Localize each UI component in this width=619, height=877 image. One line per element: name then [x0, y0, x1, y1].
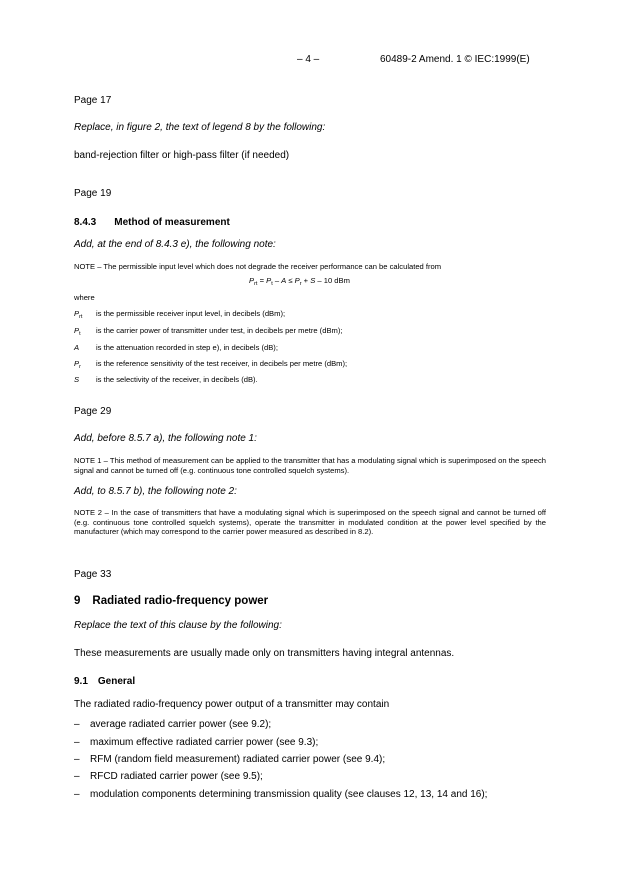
list-dash: –: [74, 771, 80, 782]
symbol-sub: r: [79, 364, 81, 370]
symbol-letter: S: [74, 375, 80, 384]
heading-9-1: [74, 676, 135, 687]
list-dash: –: [74, 737, 80, 748]
page-ref-33: Page 33: [74, 569, 112, 580]
symbol-sub: rt: [79, 314, 83, 320]
list-item: average radiated carrier power (see 9.2);: [90, 719, 272, 730]
heading-number: 9.1: [74, 676, 88, 687]
def-text: is the carrier power of transmitter under test, in decibels per metre (dBm);: [96, 326, 343, 335]
page-ref-29: Page 29: [74, 406, 112, 417]
formula-term: P: [266, 276, 272, 285]
page-ref-19: Page 19: [74, 188, 112, 199]
formula-term: S: [310, 276, 316, 285]
list-dash: –: [74, 719, 80, 730]
def-symbol: [74, 326, 81, 337]
note-2: NOTE 2 – In the case of transmitters that have a modulating signal which is superimposed on the speech signal and cannot be turned off (e.g. continuous tone controlled squelch systems), operate the transmitter in modulated condition at the power level specified by the manufacturer (which may correspond to the carrier power measured as described in 8.2).: [74, 508, 546, 536]
instruction-legend-8: Replace, in figure 2, the text of legend 8 by the following:: [74, 122, 326, 133]
document-reference: 60489-2 Amend. 1 © IEC:1999(E): [380, 54, 530, 65]
symbol-letter: A: [74, 343, 80, 352]
formula-op: +: [301, 276, 311, 285]
heading-title: Radiated radio-frequency power: [92, 595, 269, 607]
symbol-sub: t: [79, 331, 81, 337]
def-symbol: [74, 309, 82, 320]
instruction-clause-9: Replace the text of this clause by the following:: [74, 620, 282, 631]
heading-9: [74, 595, 268, 607]
formula-term: P: [249, 276, 255, 285]
formula-sub: t: [271, 281, 273, 287]
formula-sub: r: [299, 281, 302, 287]
def-text: is the selectivity of the receiver, in decibels (dB).: [96, 375, 258, 384]
heading-8-4-3: [74, 217, 230, 228]
note-permissible-level: NOTE – The permissible input level which does not degrade the receiver performance can be calculated from: [74, 262, 442, 271]
formula-permissible-level: [249, 276, 350, 287]
formula-rest: – 10 dBm: [315, 276, 350, 285]
formula-term: P: [294, 276, 300, 285]
def-symbol: [74, 359, 81, 370]
def-symbol: [74, 375, 79, 386]
heading-title: Method of measurement: [114, 217, 230, 228]
list-dash: –: [74, 754, 80, 765]
def-text: is the reference sensitivity of the test receiver, in decibels per metre (dBm);: [96, 359, 348, 368]
list-item: RFM (random field measurement) radiated carrier power (see 9.4);: [90, 754, 386, 765]
list-item: maximum effective radiated carrier power (see 9.3);: [90, 737, 319, 748]
symbol-letter: P: [74, 326, 80, 335]
def-text: is the attenuation recorded in step e), in decibels (dB);: [96, 343, 278, 352]
legend-8-text: band-rejection filter or high-pass filter (if needed): [74, 150, 290, 161]
formula-op: ≤: [286, 276, 295, 285]
where-label: where: [74, 293, 95, 302]
heading-number: 9: [74, 595, 81, 607]
def-symbol: [74, 343, 79, 354]
heading-number: 8.4.3: [74, 217, 97, 228]
instruction-8-4-3: Add, at the end of 8.4.3 e), the following note:: [74, 239, 276, 250]
list-item: RFCD radiated carrier power (see 9.5);: [90, 771, 263, 782]
heading-title: General: [97, 676, 136, 687]
note-1: NOTE 1 – This method of measurement can be applied to the transmitter that has a modulating signal which is superimposed on the speech signal and cannot be turned off (e.g. continuous tone controlled squelch systems).: [74, 456, 546, 475]
formula-op: =: [257, 276, 267, 285]
page-number: – 4 –: [297, 54, 320, 65]
instruction-note-2: Add, to 8.5.7 b), the following note 2:: [74, 486, 237, 497]
symbol-letter: P: [74, 309, 80, 318]
def-text: is the permissible receiver input level, in decibels (dBm);: [96, 309, 286, 318]
clause-9-paragraph: These measurements are usually made only on transmitters having integral antennas.: [74, 648, 455, 659]
clause-9-1-intro: The radiated radio-frequency power output of a transmitter may contain: [74, 699, 390, 710]
symbol-letter: P: [74, 359, 80, 368]
list-item: modulation components determining transmission quality (see clauses 12, 13, 14 and 16);: [90, 789, 488, 800]
formula-op: –: [272, 276, 282, 285]
formula-sub: rt: [254, 281, 258, 287]
list-dash: –: [74, 789, 80, 800]
formula-term: A: [281, 276, 287, 285]
page-ref-17: Page 17: [74, 95, 112, 106]
instruction-note-1: Add, before 8.5.7 a), the following note 1:: [74, 433, 257, 444]
